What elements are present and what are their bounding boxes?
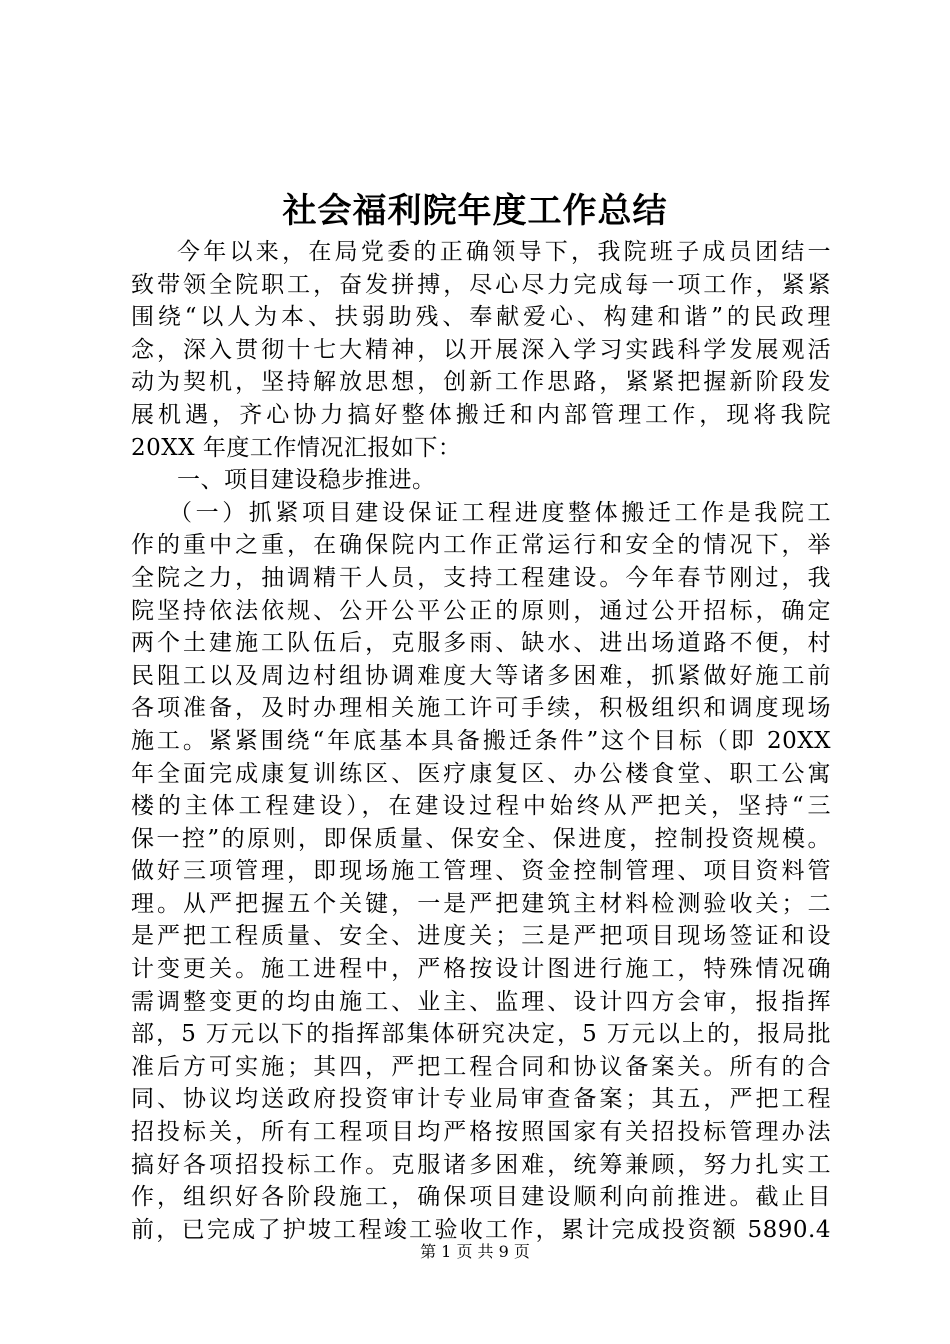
body-line: 前，已完成了护坡工程竣工验收工作，累计完成投资额 5890.4 (131, 1216, 831, 1243)
body-line: 保一控”的原则，即保质量、保安全、保进度，控制投资规模。 (131, 825, 831, 852)
section-heading: 一、项目建设稳步推进。 (177, 467, 436, 494)
body-line: 搞好各项招投标工作。克服诸多困难，统筹兼顾，努力扎实工 (131, 1151, 831, 1178)
body-line: 念，深入贯彻十七大精神，以开展深入学习实践科学发展观活 (131, 336, 831, 363)
body-line: 民阻工以及周边村组协调难度大等诸多困难，抓紧做好施工前 (131, 662, 831, 689)
body-line: 展机遇，齐心协力搞好整体搬迁和内部管理工作，现将我院 (131, 401, 831, 428)
document-body (131, 236, 831, 1246)
body-line: 全院之力，抽调精干人员，支持工程建设。今年春节刚过，我 (131, 564, 831, 591)
page-number: 第 1 页 共 9 页 (420, 1242, 530, 1261)
body-line: 楼的主体工程建设），在建设过程中始终从严把关，坚持“三 (131, 793, 831, 820)
body-line: 需调整变更的均由施工、业主、监理、设计四方会审，报指挥 (131, 988, 831, 1015)
body-line: 致带领全院职工，奋发拼搏，尽心尽力完成每一项工作，紧紧 (131, 271, 831, 298)
body-line: 部，5 万元以下的指挥部集体研究决定，5 万元以上的，报局批 (131, 1021, 831, 1048)
body-line: 施工。紧紧围绕“年底基本具备搬迁条件”这个目标（即 20XX (131, 727, 831, 754)
body-line: 作，组织好各阶段施工，确保项目建设顺利向前推进。截止目 (131, 1184, 831, 1211)
body-line: 20XX 年度工作情况汇报如下： (131, 434, 462, 461)
body-line: 围绕“以人为本、扶弱助残、奉献爱心、构建和谐”的民政理 (131, 304, 831, 331)
body-line: 作的重中之重，在确保院内工作正常运行和安全的情况下，举 (131, 532, 831, 559)
body-line: 今年以来，在局党委的正确领导下，我院班子成员团结一 (177, 239, 831, 265)
body-line: 同、协议均送政府投资审计专业局审查备案；其五，严把工程 (131, 1086, 831, 1113)
body-line: 计变更关。施工进程中，严格按设计图进行施工，特殊情况确 (131, 956, 831, 983)
body-line: （一）抓紧项目建设保证工程进度整体搬迁工作是我院工 (169, 499, 831, 526)
body-line: 年全面完成康复训练区、医疗康复区、办公楼食堂、职工公寓 (131, 760, 831, 787)
body-line: 招投标关，所有工程项目均严格按照国家有关招投标管理办法 (131, 1119, 831, 1146)
body-line: 是严把工程质量、安全、进度关；三是严把项目现场签证和设 (131, 923, 831, 950)
body-line: 准后方可实施；其四，严把工程合同和协议备案关。所有的合 (131, 1053, 831, 1080)
body-line: 做好三项管理，即现场施工管理、资金控制管理、项目资料管 (131, 858, 831, 885)
body-line: 各项准备，及时办理相关施工许可手续，积极组织和调度现场 (131, 695, 831, 722)
document-title: 社会福利院年度工作总结 (282, 191, 668, 231)
body-line: 动为契机，坚持解放思想，创新工作思路，紧紧把握新阶段发 (131, 369, 831, 396)
body-line: 院坚持依法依规、公开公平公正的原则，通过公开招标，确定 (131, 597, 831, 624)
body-line: 理。从严把握五个关键，一是严把建筑主材料检测验收关；二 (131, 890, 831, 917)
body-line: 两个土建施工队伍后，克服多雨、缺水、进出场道路不便，村 (131, 630, 831, 657)
